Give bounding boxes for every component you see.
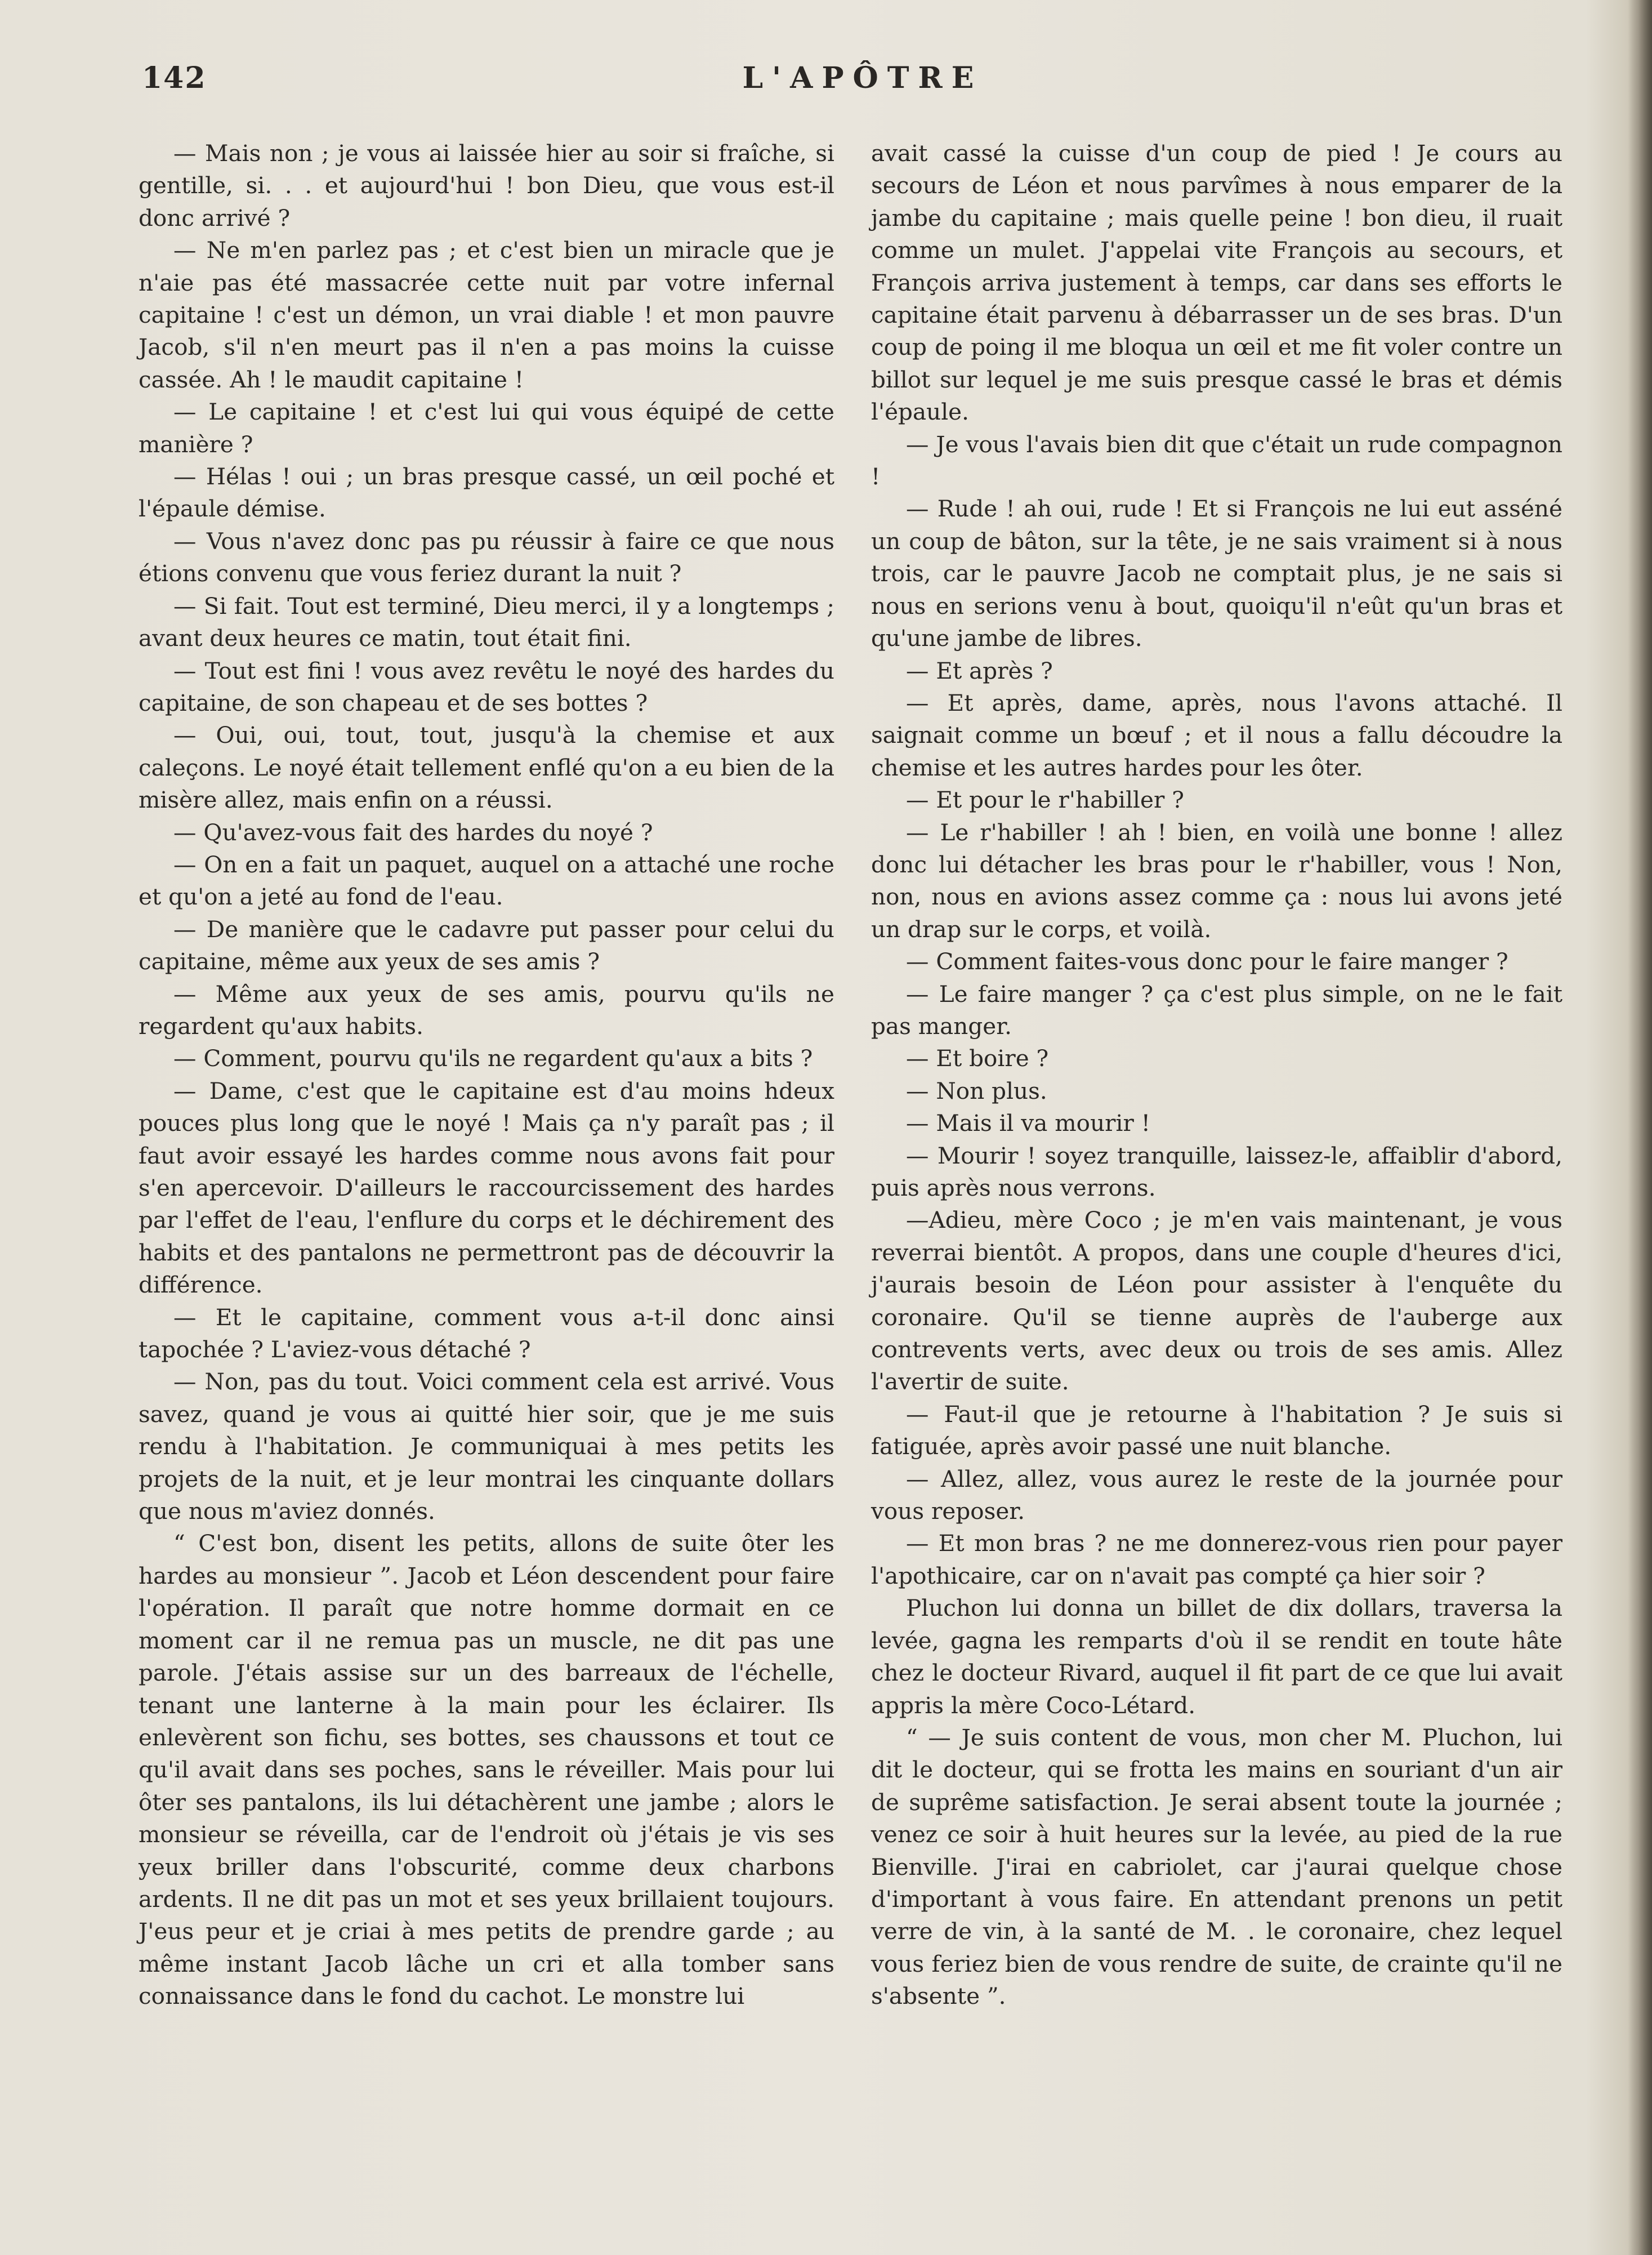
running-title: L'APÔTRE xyxy=(742,61,983,95)
paragraph: — Dame, c'est que le capitaine est d'au moins hdeux pouces plus long que le noyé ! Mais ça n'y paraît pas ; il faut avoir essayé les hardes comme nous avons fait pour s'en apercevoir. D'ailleurs le raccourcissement des hardes par l'effet de l'eau, l'enflure du corps et le déchirement des habits et des pantalons ne permettront pas de découvrir la différence. xyxy=(139,1077,834,1299)
paragraph: — Comment faites-vous donc pour le faire manger ? xyxy=(906,948,1508,975)
paragraph: — Allez, allez, vous aurez le reste de la journée pour vous reposer. xyxy=(871,1465,1562,1525)
paragraph: — Si fait. Tout est terminé, Dieu merci, il y a longtemps ; avant deux heures ce matin, tout était fini. xyxy=(139,592,834,652)
page-number: 142 xyxy=(142,61,207,95)
paragraph: — Et boire ? xyxy=(906,1045,1049,1072)
paragraph: — Faut-il que je retourne à l'habitation ? Je suis si fatiguée, après avoir passé une nuit blanche. xyxy=(871,1400,1562,1460)
paragraph: — Qu'avez-vous fait des hardes du noyé ? xyxy=(173,818,653,846)
paragraph: — Même aux yeux de ses amis, pourvu qu'ils ne regardent qu'aux habits. xyxy=(139,980,834,1040)
paragraph: — Mais il va mourir ! xyxy=(906,1109,1150,1137)
paragraph: — Rude ! ah oui, rude ! Et si François ne lui eut asséné un coup de bâton, sur la tête, je ne sais vraiment si à nous trois, car le pauvre Jacob ne comptait plus, je ne sais si nous en serions venu à bout, quoiqu'il n'eût qu'un bras et qu'une jambe de libres. xyxy=(871,495,1562,652)
paragraph: — Hélas ! oui ; un bras presque cassé, un œil poché et l'épaule démise. xyxy=(139,463,834,523)
paragraph: — Je vous l'avais bien dit que c'était un rude compagnon ! xyxy=(871,430,1562,491)
paragraph: — Et après ? xyxy=(906,657,1053,684)
paragraph: — Ne m'en parlez pas ; et c'est bien un miracle que je n'aie pas été massacrée cette nuit par votre infernal capitaine ! c'est un démon, un vrai diable ! et mon pauvre Jacob, s'il n'en meurt pas il n'en a pas moins la cuisse cassée. Ah ! le maudit capitaine ! xyxy=(139,237,834,393)
paragraph: — Et pour le r'habiller ? xyxy=(906,786,1184,814)
paragraph: — Et le capitaine, comment vous a-t-il donc ainsi tapochée ? L'aviez-vous détaché ? xyxy=(139,1303,834,1363)
paragraph: — Et mon bras ? ne me donnerez-vous rien pour payer l'apothicaire, car on n'avait pas compté ça hier soir ? xyxy=(871,1530,1562,1589)
paragraph: — Non, pas du tout. Voici comment cela est arrivé. Vous savez, quand je vous ai quitté hier soir, que je me suis rendu à l'habitation. Je communiquai à mes petits les projets de la nuit, et je leur montrai les cinquante dollars que nous m'aviez donnés. xyxy=(139,1368,834,1525)
paragraph: — Le r'habiller ! ah ! bien, en voilà une bonne ! allez donc lui détacher les bras pour le r'habiller, vous ! Non, non, nous en avions assez comme ça : nous lui avons jeté un drap sur le corps, et voilà. xyxy=(871,818,1562,943)
paragraph: — Oui, oui, tout, tout, jusqu'à la chemise et aux caleçons. Le noyé était tellement enflé qu'on a eu bien de la misère allez, mais enfin on a réussi. xyxy=(139,721,834,814)
paragraph: — Vous n'avez donc pas pu réussir à faire ce que nous étions convenu que vous feriez durant la nuit ? xyxy=(139,527,834,587)
paragraph: — Le faire manger ? ça c'est plus simple, on ne le fait pas manger. xyxy=(871,980,1562,1040)
paragraph: — Et après, dame, après, nous l'avons attaché. Il saignait comme un bœuf ; et il nous a fallu découdre la chemise et les autres hardes pour les ôter. xyxy=(871,689,1562,781)
paragraph: — Non plus. xyxy=(906,1077,1047,1104)
paragraph: — Le capitaine ! et c'est lui qui vous équipé de cette manière ? xyxy=(139,398,834,458)
paragraph: “ — Je suis content de vous, mon cher M. Pluchon, lui dit le docteur, qui se frotta les mains en souriant d'un air de suprême satisfaction. Je serai absent toute la journée ; venez ce soir à huit heures sur la levée, au pied de la rue Bienville. J'irai en cabriolet, car j'aurai quelque chose d'important à vous faire. En attendant prenons un petit verre de vin, à la santé de M. . le coronaire, chez lequel vous feriez bien de vous rendre de suite, de crainte qu'il ne s'absente ”. xyxy=(871,1723,1562,2010)
paragraph: “ C'est bon, disent les petits, allons de suite ôter les hardes au monsieur ”. Jacob et Léon descendent pour faire l'opération. Il paraît que notre homme dormait en ce moment car il ne remua pas un muscle, ne dit pas une parole. J'étais assise sur un des barreaux de l'échelle, tenant une lanterne à la main pour les éclairer. Ils enlevèrent son fichu, ses bottes, ses chaussons et tout ce qu'il avait dans ses poches, sans le réveiller. Mais pour lui ôter ses pantalons, ils lui détachèrent une jambe ; alors le monsieur se réveilla, car de l'endroit où j'étais je vis ses yeux briller dans l'obscurité, comme deux charbons ardents. Il ne dit pas un mot et ses yeux brillaient toujours. J'eus peur et je criai à mes petits de prendre garde ; au même instant Jacob lâche un cri et alla tomber sans connaissance dans le fond du cachot. Le monstre lui xyxy=(139,1530,834,2010)
right-column xyxy=(871,137,1562,2013)
paragraph: —Adieu, mère Coco ; je m'en vais maintenant, je vous reverrai bientôt. A propos, dans une couple d'heures d'ici, j'aurais besoin de Léon pour assister à l'enquête du coronaire. Qu'il se tienne auprès de l'auberge aux contrevents verts, avec deux ou trois de ses amis. Allez l'avertir de suite. xyxy=(871,1206,1562,1396)
paragraph: — Mais non ; je vous ai laissée hier au soir si fraîche, si gentille, si. . . et aujourd'hui ! bon Dieu, que vous est-il donc arrivé ? xyxy=(139,140,834,231)
paragraph: — Comment, pourvu qu'ils ne regardent qu'aux a bits ? xyxy=(173,1045,813,1072)
paragraph: Pluchon lui donna un billet de dix dollars, traversa la levée, gagna les remparts d'où il se rendit en toute hâte chez le docteur Rivard, auquel il fit part de ce que lui avait appris la mère Coco-Létard. xyxy=(871,1594,1562,1719)
paragraph: — De manière que le cadavre put passer pour celui du capitaine, même aux yeux de ses amis ? xyxy=(139,915,834,975)
paragraph: — Tout est fini ! vous avez revêtu le noyé des hardes du capitaine, de son chapeau et de ses bottes ? xyxy=(139,657,834,716)
left-column xyxy=(139,137,834,2013)
paragraph: — Mourir ! soyez tranquille, laissez-le, affaiblir d'abord, puis après nous verrons. xyxy=(871,1142,1562,1201)
page-edge-shadow xyxy=(1627,0,1652,2255)
paragraph: avait cassé la cuisse d'un coup de pied ! Je cours au secours de Léon et nous parvîmes à nous emparer de la jambe du capitaine ; mais quelle peine ! bon dieu, il ruait comme un mulet. J'appelai vite François au secours, et François arriva justement à temps, car dans ses efforts le capitaine était parvenu à débarrasser un de ses bras. D'un coup de poing il me bloqua un œil et me fit voler contre un billot sur lequel je me suis presque cassé le bras et démis l'épaule. xyxy=(871,140,1562,426)
page-header xyxy=(142,54,1583,105)
paragraph: — On en a fait un paquet, auquel on a attaché une roche et qu'on a jeté au fond de l'eau. xyxy=(139,850,834,911)
